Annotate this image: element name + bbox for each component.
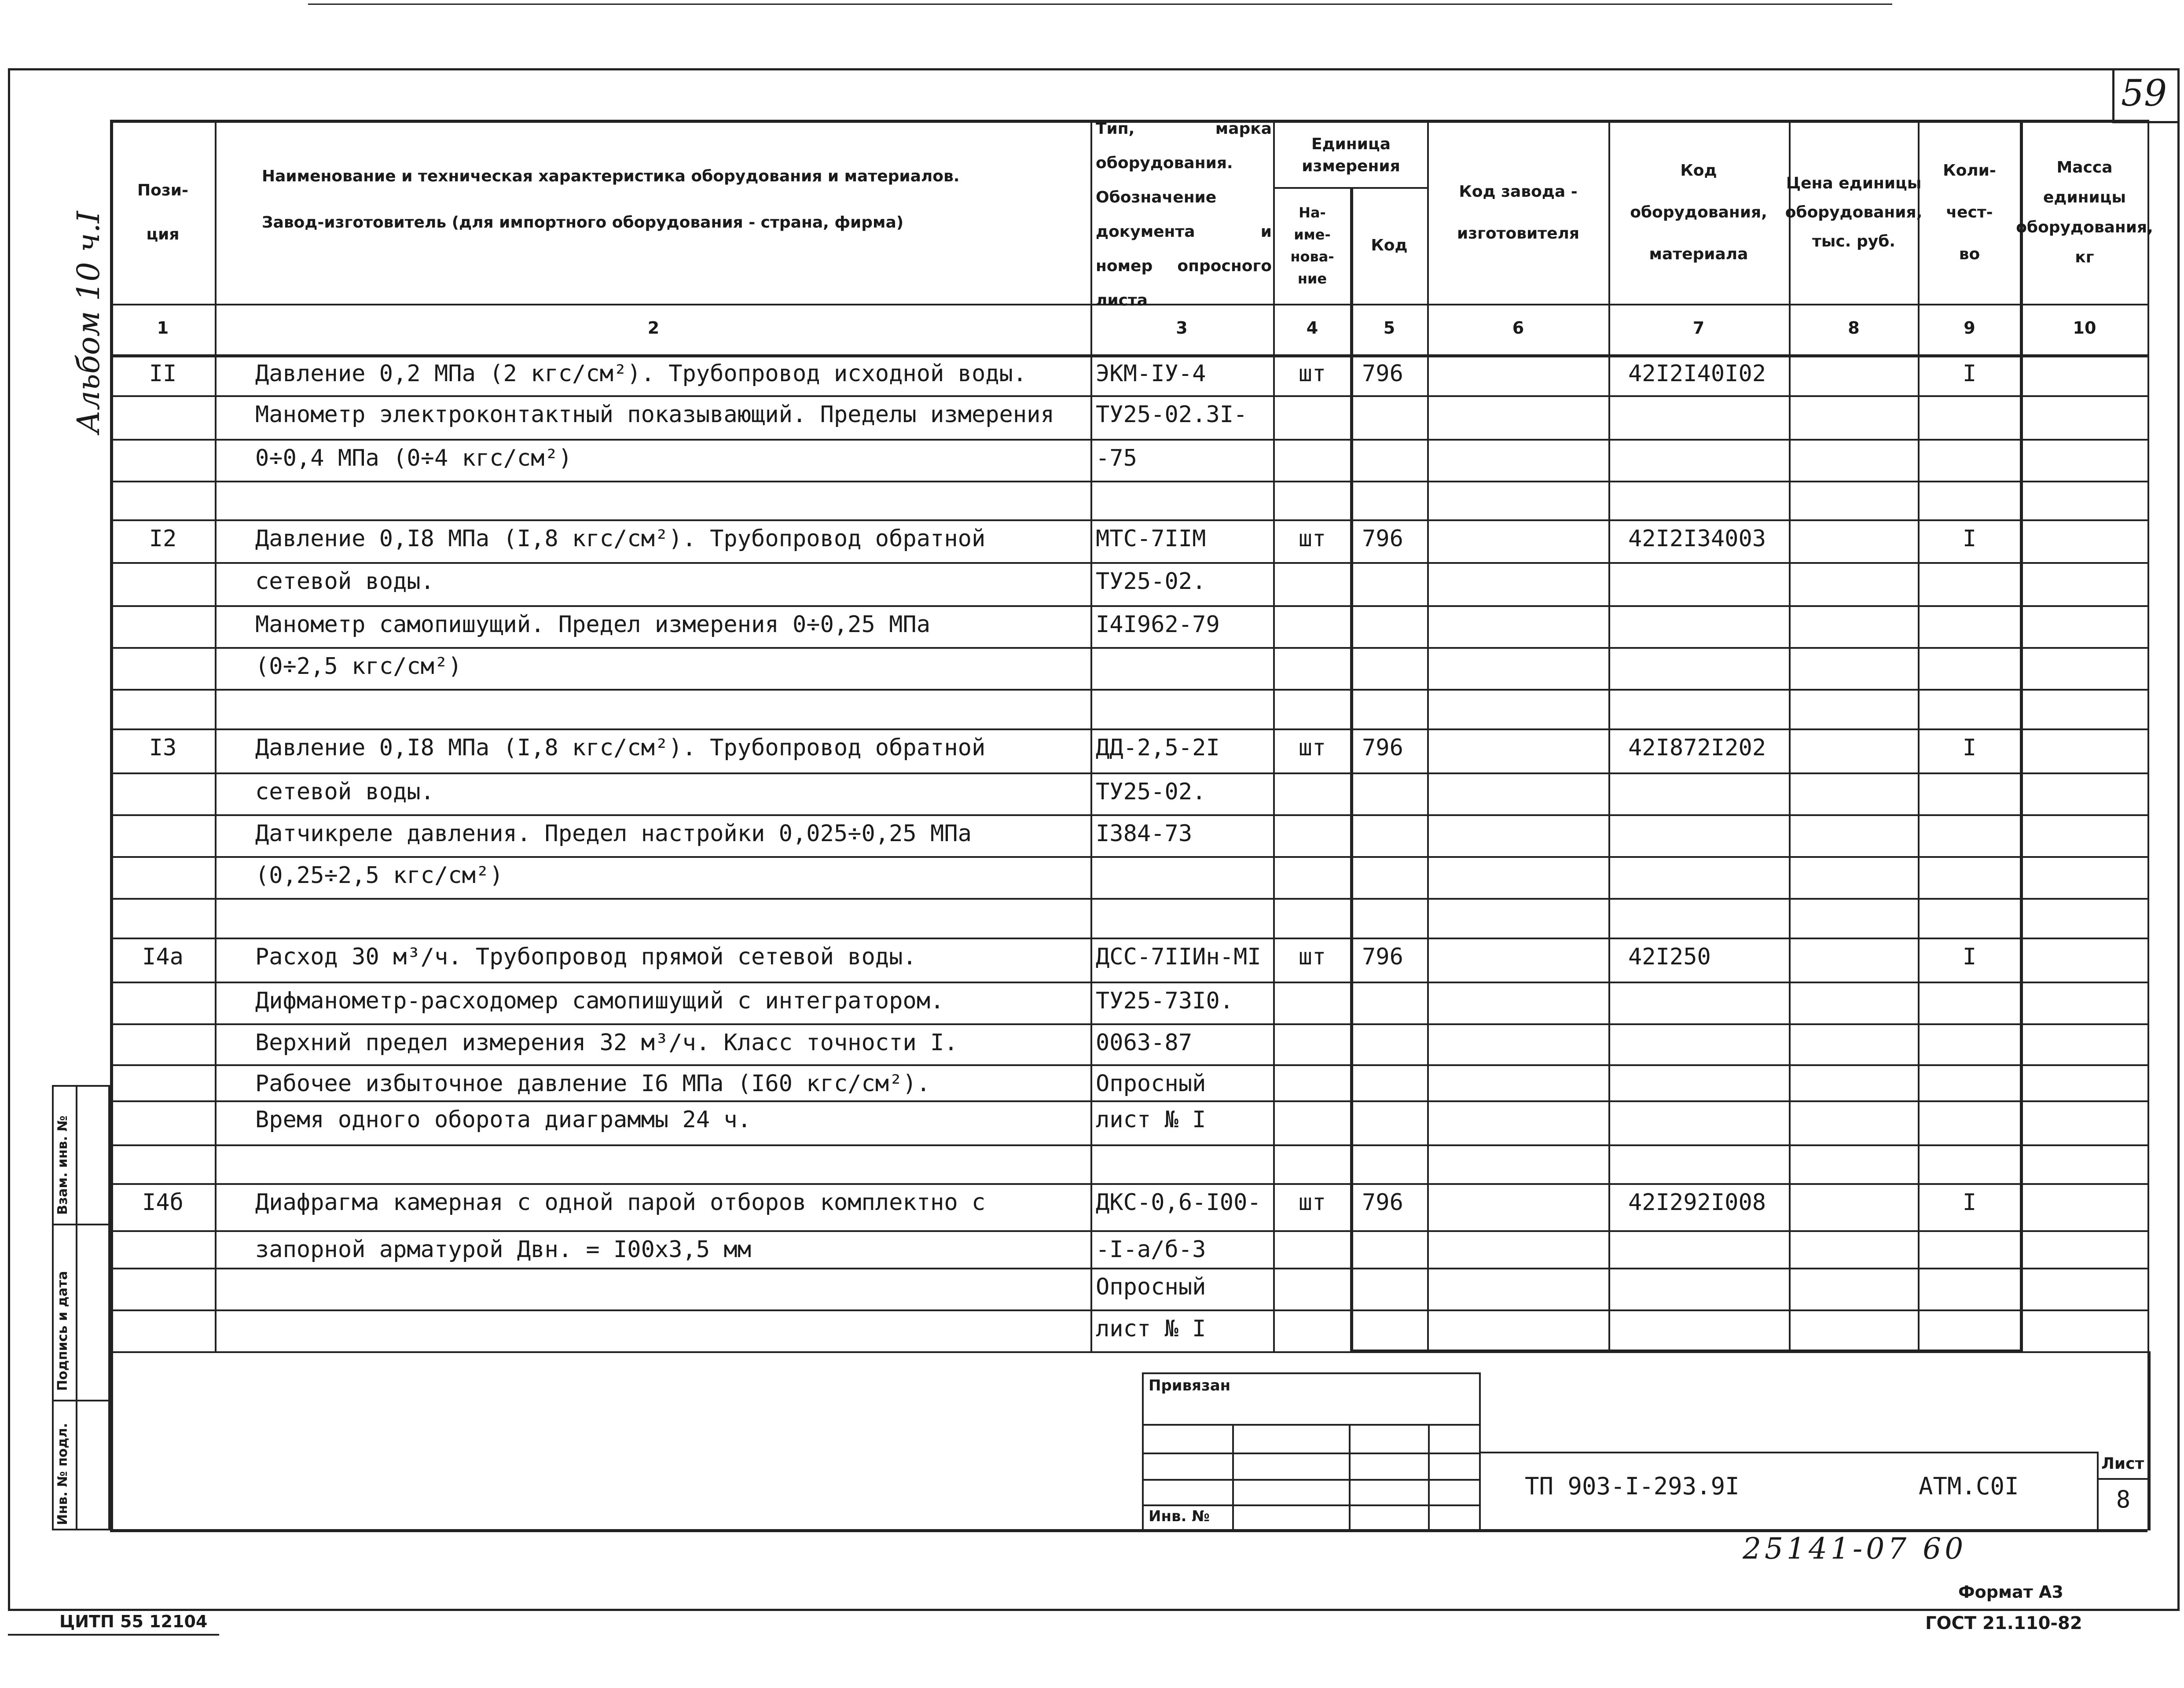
col-divider-9 (2020, 120, 2023, 1352)
header-quantity: Коли- чест- во (1943, 162, 1996, 263)
cell-type: ДД-2,5-2I (1096, 735, 1220, 761)
side-stamp-divider (76, 1085, 77, 1530)
col-divider-8 (1918, 120, 1920, 1352)
privyazan-col-3 (1428, 1424, 1430, 1530)
privyazan-col-2 (1349, 1424, 1351, 1530)
cell-unit: шт (1298, 944, 1326, 970)
header-unit-name: На- име- нова- ние (1290, 204, 1334, 287)
doc-mark: АТМ.С0I (1919, 1472, 2019, 1500)
cell-name: Манометр самопишущий. Предел измерения 0÷0,25 МПа (255, 611, 931, 638)
colnum-8: 8 (1848, 318, 1860, 338)
cell-pos: I4а (142, 944, 184, 970)
header-mass: Масса единицы оборудования, кг (2016, 158, 2153, 266)
doc-code-top-line (1481, 1452, 2097, 1453)
sheet-box-divider (2097, 1478, 2147, 1480)
colnum-10: 10 (2073, 318, 2096, 338)
header-unit: Единица измерения (1302, 135, 1400, 175)
inv-no-label: Инв. № (1149, 1508, 1210, 1525)
cell-equip-code: 42I292I008 (1628, 1189, 1766, 1216)
side-label-vzam-inv: Взам. инв. № (55, 1115, 70, 1215)
cell-type: лист № I (1096, 1316, 1206, 1342)
cell-qty: I (1962, 1189, 1977, 1216)
col-divider-1 (215, 120, 217, 1352)
gost-label: ГОСТ 21.110-82 (1925, 1613, 2082, 1633)
handwritten-number: 25141-07 60 (1743, 1532, 1967, 1566)
cell-name: Манометр электроконтактный показывающий. Пределы измерения (255, 401, 1054, 428)
col-divider-6 (1608, 120, 1610, 1352)
header-factory-code: Код завода - изготовителя (1457, 182, 1580, 243)
cell-type: ДКС-0,6-I00- (1096, 1189, 1261, 1216)
header-unit-code: Код (1371, 236, 1408, 254)
privyazan-col-1 (1232, 1424, 1234, 1530)
colnum-4: 4 (1306, 318, 1318, 338)
header-equip-code: Код оборудования, материала (1630, 162, 1767, 263)
cell-type: I384-73 (1096, 820, 1193, 847)
cell-unit: шт (1298, 1189, 1326, 1216)
colnum-bottom-line (110, 354, 2147, 357)
header-type: Тип, марка оборудования. Обозначение документа и номер опросного листа (1096, 119, 1272, 309)
cell-type: ТУ25-73I0. (1096, 988, 1234, 1014)
cell-pos: II (149, 360, 177, 387)
row-line (110, 856, 2147, 858)
cell-type: -75 (1096, 445, 1137, 471)
cell-name: Расход 30 м³/ч. Трубопровод прямой сетевой воды. (255, 944, 917, 970)
cell-pos: I2 (149, 526, 177, 552)
cell-qty: I (1962, 735, 1977, 761)
cell-name: Дифманометр-расходомер самопишущий с интегратором. (255, 988, 944, 1014)
row-line (110, 1144, 2147, 1146)
cell-unit: шт (1298, 735, 1326, 761)
cell-type: ЭКМ-IУ-4 (1096, 360, 1206, 387)
header-price: Цена единицы оборудования, тыс. руб. (1785, 174, 1923, 250)
row-line (110, 395, 2147, 397)
cell-code: 796 (1362, 944, 1403, 970)
title-block-right (2147, 1351, 2151, 1530)
privyazan-line-3 (1142, 1479, 1481, 1481)
cell-type: МТС-7IIМ (1096, 526, 1206, 552)
row-line (110, 1100, 2147, 1102)
col-divider-7 (1789, 120, 1791, 1352)
row-line (110, 938, 2147, 939)
side-label-inv-podl: Инв. № подл. (55, 1423, 70, 1525)
cell-name: (0,25÷2,5 кгс/см²) (255, 862, 503, 889)
header-name (218, 123, 1089, 302)
cell-type: ТУ25-02.3I- (1096, 401, 1248, 428)
cell-name: Время одного оборота диаграммы 24 ч. (255, 1107, 752, 1133)
cell-equip-code: 42I250 (1628, 944, 1711, 970)
gost-top-line (1927, 1609, 2174, 1611)
cell-type: Опросный (1096, 1274, 1206, 1300)
row-line (110, 772, 2147, 774)
cell-type: лист № I (1096, 1107, 1206, 1133)
cell-name: сетевой воды. (255, 779, 434, 805)
row-line (110, 814, 2147, 816)
header-position: Пози- ция (137, 181, 188, 243)
row-line (110, 562, 2147, 564)
row-line (110, 647, 2147, 649)
sheet-number: 8 (2116, 1486, 2131, 1513)
cell-pos: I4б (142, 1189, 184, 1216)
cell-code: 796 (1362, 1189, 1403, 1216)
privyazan-line-2 (1142, 1453, 1481, 1454)
privyazan-label: Привязан (1149, 1377, 1231, 1394)
row-line (110, 689, 2147, 691)
cell-name: Датчикреле давления. Предел настройки 0,025÷0,25 МПа (255, 820, 972, 847)
col-divider-2 (1090, 120, 1092, 1352)
col-divider-4 (1350, 187, 1353, 1351)
cell-type: ТУ25-02. (1096, 568, 1206, 595)
album-label: Альбом 10 ч.I (70, 211, 106, 434)
col-divider-3 (1273, 120, 1275, 1352)
sheet-label: Лист (2101, 1455, 2144, 1473)
doc-code: ТП 903-I-293.9I (1525, 1472, 1740, 1500)
cell-code: 796 (1362, 360, 1403, 387)
citp-label: ЦИТП 55 12104 (59, 1612, 208, 1631)
table-right-line (2147, 120, 2149, 1352)
colnum-6: 6 (1512, 318, 1524, 338)
cell-code: 796 (1362, 735, 1403, 761)
cell-unit: шт (1298, 360, 1326, 387)
cell-name: (0÷2,5 кгс/см²) (255, 653, 462, 680)
row-line (110, 1064, 2147, 1066)
colnum-7: 7 (1692, 318, 1705, 338)
side-label-podpis-data: Подпись и дата (55, 1271, 70, 1391)
cell-qty: I (1962, 526, 1977, 552)
row-line (110, 1309, 2147, 1311)
data-bottom-line (1350, 1350, 2021, 1353)
cell-equip-code: 42I872I202 (1628, 735, 1766, 761)
row-line (110, 1268, 2147, 1269)
side-stamp-line-2 (52, 1400, 110, 1401)
cell-code: 796 (1362, 526, 1403, 552)
row-line (110, 1230, 2147, 1232)
cell-name: Давление 0,I8 МПа (I,8 кгс/см²). Трубопровод обратной (255, 735, 986, 761)
cell-name: Диафрагма камерная с одной парой отборов комплектно с (255, 1189, 986, 1216)
privyazan-line-1 (1142, 1424, 1481, 1426)
colnum-2: 2 (647, 318, 660, 338)
scan-edge-line (308, 4, 1892, 5)
side-stamp-line-1 (52, 1224, 110, 1225)
cell-type: -I-а/б-3 (1096, 1236, 1206, 1263)
colnum-5: 5 (1383, 318, 1395, 338)
cell-type: ДСС-7IIИн-МI (1096, 944, 1261, 970)
row-line (110, 1023, 2147, 1025)
row-line (110, 728, 2147, 730)
row-line (110, 605, 2147, 607)
cell-name: Верхний предел измерения 32 м³/ч. Класс точности I. (255, 1030, 958, 1056)
cell-unit: шт (1298, 526, 1326, 552)
colnum-1: 1 (157, 318, 169, 338)
colnum-3: 3 (1176, 318, 1188, 338)
cell-name: Рабочее избыточное давление I6 МПа (I60 кгс/см²). (255, 1070, 931, 1097)
cell-name: 0÷0,4 МПа (0÷4 кгс/см²) (255, 445, 573, 471)
format-label: Формат А3 (1958, 1582, 2063, 1602)
citp-line (8, 1634, 219, 1636)
header-name-line1: Наименование и техническая характеристика оборудования и материалов. (262, 167, 960, 185)
cell-equip-code: 42I2I40I02 (1628, 360, 1766, 387)
row-line (110, 982, 2147, 983)
cell-type: Опросный (1096, 1070, 1206, 1097)
cell-qty: I (1962, 944, 1977, 970)
privyazan-line-4 (1142, 1504, 1481, 1506)
cell-type: ТУ25-02. (1096, 779, 1206, 805)
cell-name: сетевой воды. (255, 568, 434, 595)
cell-name: Давление 0,2 МПа (2 кгс/см²). Трубопровод исходной воды. (255, 360, 1027, 387)
cell-type: I4I962-79 (1096, 611, 1220, 638)
row-line (110, 439, 2147, 441)
page-number: 59 (2121, 73, 2167, 114)
colnum-9: 9 (1964, 318, 1975, 338)
row-line (110, 898, 2147, 900)
cell-qty: I (1962, 360, 1977, 387)
cell-equip-code: 42I2I34003 (1628, 526, 1766, 552)
row-line (110, 1183, 2147, 1185)
row-line (110, 519, 2147, 521)
row-line (110, 481, 2147, 482)
cell-name: запорной арматурой Двн. = I00х3,5 мм (255, 1236, 752, 1263)
cell-name: Давление 0,I8 МПа (I,8 кгс/см²). Трубопровод обратной (255, 526, 986, 552)
cell-pos: I3 (149, 735, 177, 761)
cell-type: 0063-87 (1096, 1030, 1193, 1056)
header-name-line2: Завод-изготовитель (для импортного оборудования - страна, фирма) (262, 213, 904, 232)
